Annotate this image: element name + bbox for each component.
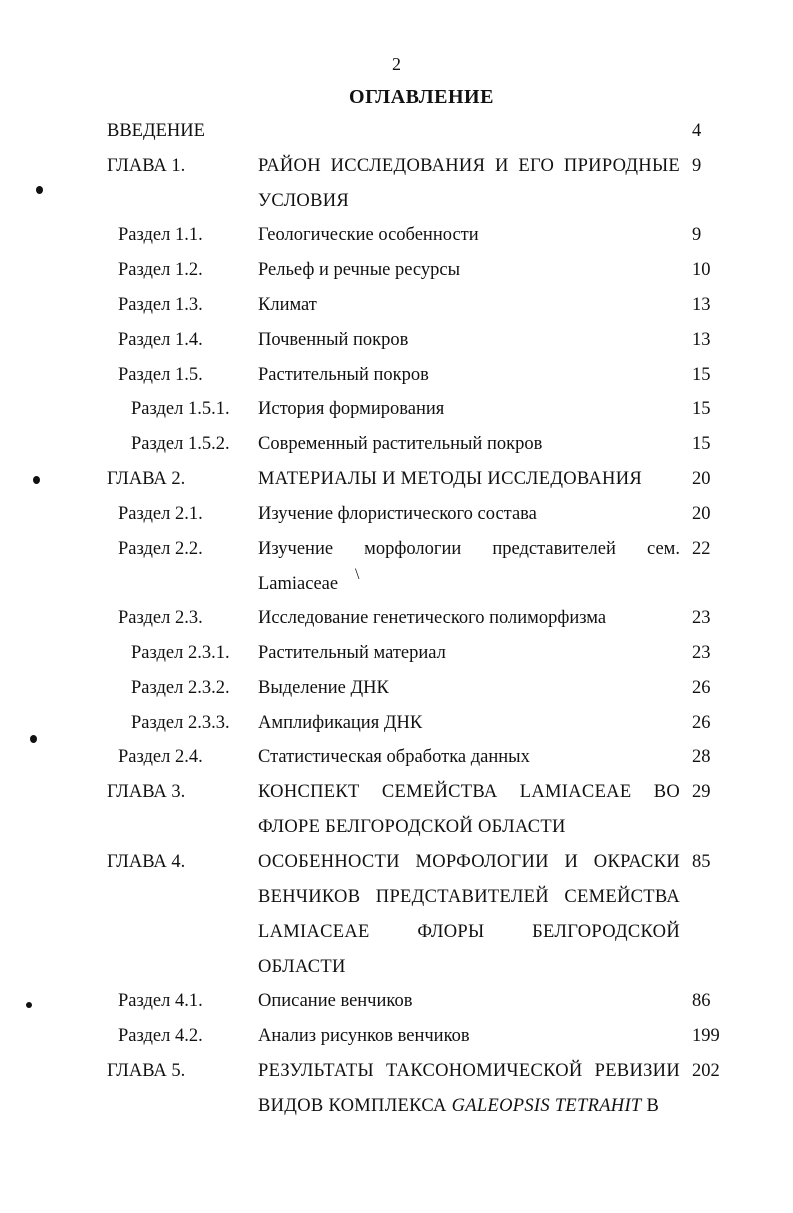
toc-entry-title-line: ОСОБЕННОСТИ МОРФОЛОГИИ И ОКРАСКИ <box>258 851 680 872</box>
toc-entry-title-line: Климат <box>258 295 317 315</box>
scan-mark <box>30 735 37 743</box>
toc-entry-title-line: Анализ рисунков венчиков <box>258 1025 470 1046</box>
toc-entry-label: ГЛАВА 2. <box>107 469 186 489</box>
toc-entry-label: Раздел 2.3. <box>118 608 203 629</box>
toc-entry-label: Раздел 1.5.1. <box>131 399 230 420</box>
toc-entry-title <box>258 601 680 636</box>
toc-entry-title-line: ОБЛАСТИ <box>258 956 346 977</box>
toc-entry-title-line: Статистическая обработка данных <box>258 747 530 768</box>
toc-entry-title <box>258 532 680 602</box>
toc-entry-label: ВВЕДЕНИЕ <box>107 121 205 141</box>
toc-entry-title-line: Растительный материал <box>258 643 446 663</box>
toc-entry-label: ГЛАВА 4. <box>107 851 186 872</box>
toc-entry-title-line: ФЛОРЕ БЕЛГОРОДСКОЙ ОБЛАСТИ <box>258 817 566 838</box>
toc-entry-label: Раздел 2.2. <box>118 538 203 559</box>
toc-entry-page: 15 <box>692 364 711 385</box>
toc-entry-title-line: Выделение ДНК <box>258 677 389 698</box>
toc-entry-title <box>258 288 680 323</box>
toc-entry-page: 13 <box>692 329 711 350</box>
toc-entry-title-line: LAMIACEAE ФЛОРЫ БЕЛГОРОДСКОЙ <box>258 921 680 942</box>
toc-entry-title-line: КОНСПЕКТ СЕМЕЙСТВА LAMIACEAE ВО <box>258 782 680 803</box>
toc-entry-title-line: Амплификация ДНК <box>258 712 423 733</box>
toc-entry-label: Раздел 2.4. <box>118 747 203 768</box>
toc-entry-page: 26 <box>692 677 711 698</box>
toc-entry-title <box>258 392 680 427</box>
toc-entry-title <box>258 323 680 358</box>
toc-entry-page: 9 <box>692 155 702 176</box>
toc-entry-page: 86 <box>692 991 711 1011</box>
toc-entry-label: ГЛАВА 5. <box>107 1060 186 1081</box>
toc-entry-title-line: УСЛОВИЯ <box>258 190 350 211</box>
toc-entry-label: Раздел 4.2. <box>118 1025 203 1046</box>
toc-entry-title <box>258 218 680 253</box>
scan-mark <box>36 186 43 194</box>
toc-entry-page: 15 <box>692 399 711 420</box>
toc-entry-label: Раздел 1.5.2. <box>131 434 230 455</box>
toc-entry-page: 85 <box>692 851 711 872</box>
toc-entry-label: Раздел 1.4. <box>118 329 203 350</box>
toc-entry-title <box>258 740 680 775</box>
toc-entry-title <box>258 497 680 532</box>
toc-entry-title <box>258 775 680 845</box>
toc-title: ОГЛАВЛЕНИЕ <box>349 86 494 108</box>
toc-entry-title-line: РАЙОН ИССЛЕДОВАНИЯ И ЕГО ПРИРОДНЫЕ <box>258 155 680 176</box>
toc-entry-page: 9 <box>692 225 702 246</box>
toc-entry-title <box>258 114 680 149</box>
toc-entry-page: 15 <box>692 434 711 455</box>
toc-entry-title <box>258 253 680 288</box>
toc-entry-title <box>258 427 680 462</box>
toc-entry-title-line: РЕЗУЛЬТАТЫ ТАКСОНОМИЧЕСКОЙ РЕВИЗИИ <box>258 1060 680 1081</box>
toc-entry-title-line: История формирования <box>258 399 445 420</box>
toc-entry-page: 4 <box>692 121 702 141</box>
toc-entry-label: Раздел 2.1. <box>118 503 203 524</box>
scan-mark: \ <box>355 566 360 583</box>
toc-entry-page: 23 <box>692 608 711 629</box>
toc-entry-label: Раздел 2.3.1. <box>131 643 230 663</box>
toc-entry-page: 22 <box>692 538 711 559</box>
toc-entry-title <box>258 636 680 671</box>
toc-entry-label: Раздел 2.3.2. <box>131 677 230 698</box>
scan-mark <box>33 476 40 484</box>
toc-entry-title-line: Растительный покров <box>258 364 429 385</box>
toc-entry-page: 20 <box>692 503 711 524</box>
toc-entry-page: 26 <box>692 712 711 733</box>
toc-entry-title-line: Изучение флористического состава <box>258 503 537 524</box>
toc-entry-title <box>258 1054 680 1124</box>
toc-entry-label: Раздел 1.1. <box>118 225 203 246</box>
toc-entry-page: 199 <box>692 1025 720 1046</box>
toc-entry-label: ГЛАВА 1. <box>107 155 186 176</box>
toc-entry-page: 10 <box>692 260 711 281</box>
toc-entry-title <box>258 845 680 985</box>
toc-entry-title-line: Исследование генетического полиморфизма <box>258 608 607 629</box>
scan-mark <box>26 1002 32 1008</box>
toc-entry-title-line: Рельеф и речные ресурсы <box>258 260 461 281</box>
toc-entry-page: 29 <box>692 782 711 803</box>
toc-entry-page: 202 <box>692 1060 720 1081</box>
toc-entry-label: Раздел 1.5. <box>118 364 203 385</box>
toc-entry-title <box>258 1019 680 1054</box>
toc-entry-title <box>258 358 680 393</box>
toc-entry-label: ГЛАВА 3. <box>107 782 186 803</box>
toc-entry-title-line: Изучение морфологии представителей сем. <box>258 538 680 559</box>
toc-entry-title-line: Современный растительный покров <box>258 434 543 455</box>
toc-entry-title-line: ВЕНЧИКОВ ПРЕДСТАВИТЕЛЕЙ СЕМЕЙСТВА <box>258 886 680 907</box>
page-number: 2 <box>392 54 401 74</box>
toc-entry-label: Раздел 1.2. <box>118 260 203 281</box>
toc-entry-title <box>258 462 680 497</box>
toc-entry-label: Раздел 1.3. <box>118 295 203 315</box>
toc-entry-page: 28 <box>692 747 711 768</box>
toc-entry-title-line: ВИДОВ КОМПЛЕКСА GALEOPSIS TETRAHIT В <box>258 1095 660 1116</box>
toc-entry-title <box>258 149 680 219</box>
toc-entry-title-line <box>258 114 680 149</box>
toc-entry-title-line: Описание венчиков <box>258 991 413 1011</box>
toc-entry-title-line: Почвенный покров <box>258 329 409 350</box>
toc-entry-label: Раздел 2.3.3. <box>131 712 230 733</box>
toc-entry-page: 20 <box>692 469 711 489</box>
toc-entry-title-line: Lamiaceae <box>258 573 339 594</box>
toc-entry-title-line: Геологические особенности <box>258 225 479 246</box>
toc-entry-title <box>258 706 680 741</box>
toc-entry-title <box>258 984 680 1019</box>
toc-entry-label: Раздел 4.1. <box>118 991 203 1011</box>
toc-entry-page: 23 <box>692 643 711 663</box>
toc-entry-title <box>258 671 680 706</box>
toc-entry-page: 13 <box>692 295 711 315</box>
toc-entry-title-line: МАТЕРИАЛЫ И МЕТОДЫ ИССЛЕДОВАНИЯ <box>258 469 643 489</box>
